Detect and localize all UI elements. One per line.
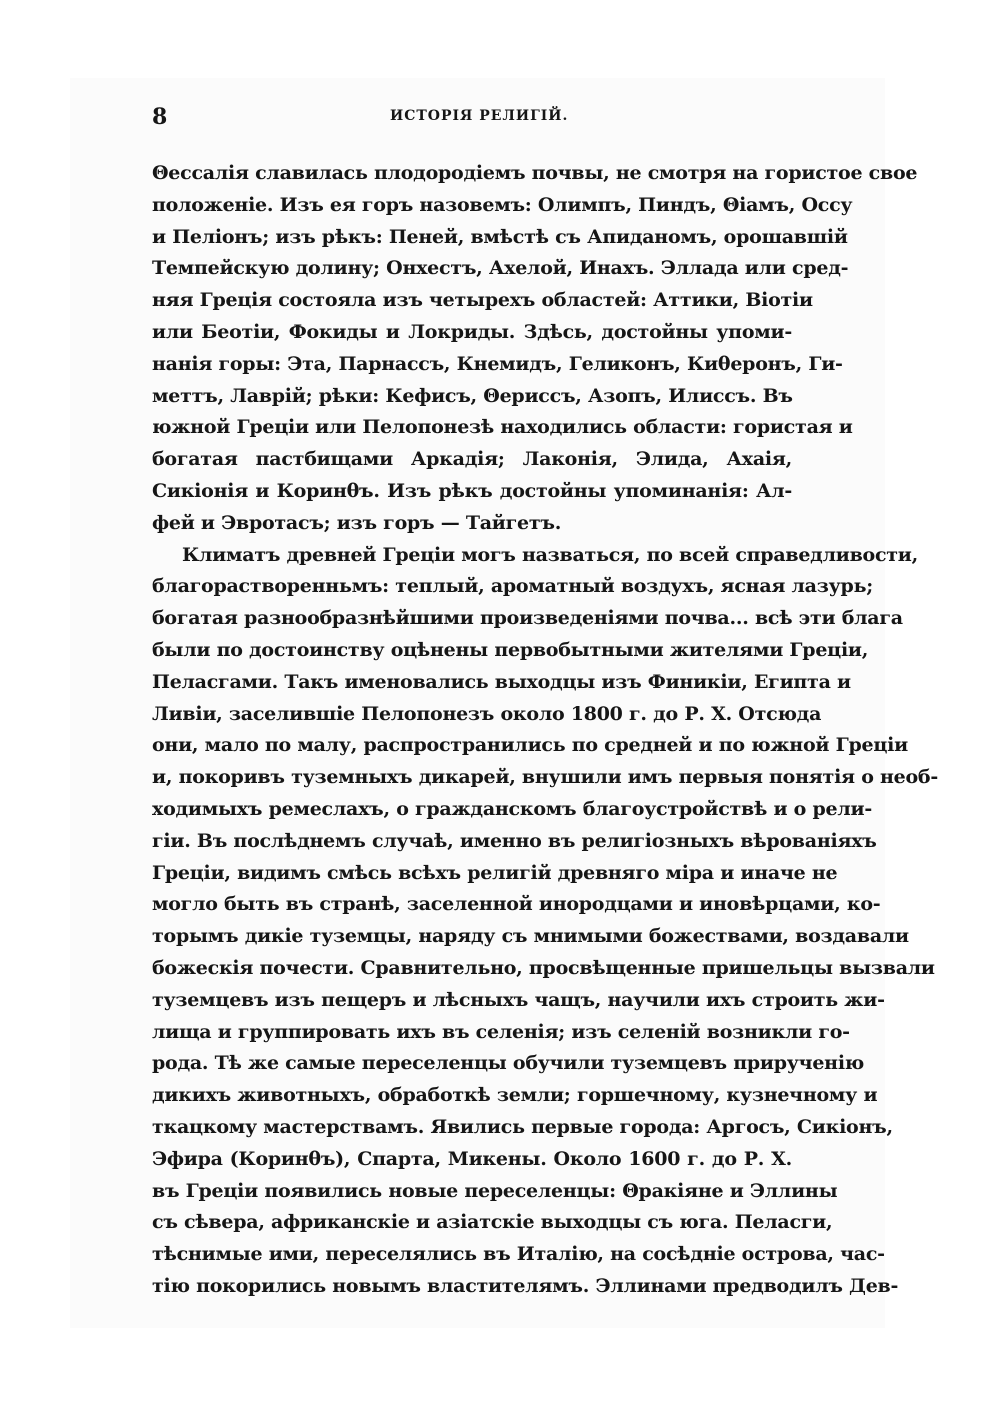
page-header (152, 104, 792, 144)
text-line: и Пеліонъ; изъ рѣкъ: Пеней, вмѣстѣ съ Апиданомъ, орошавшій (152, 225, 848, 248)
text-line: Греціи, видимъ смѣсь всѣхъ религій древняго міра и иначе не (152, 861, 838, 884)
text-line: тѣснимые ими, переселялись въ Италію, на сосѣдніе острова, час- (152, 1243, 885, 1266)
running-title: ИСТОРІЯ РЕЛИГІЙ. (390, 108, 569, 124)
text-line: рода. Тѣ же самые переселенцы обучили туземцевъ прирученію (152, 1052, 865, 1075)
text-line: ходимыхъ ремеслахъ, о гражданскомъ благоустройствѣ и о рели- (152, 797, 872, 820)
text-line: меттъ, Лаврій; рѣки: Кефисъ, Θериссъ, Азопъ, Илиссъ. Въ (152, 384, 793, 407)
text-line: богатая пастбищами Аркадія; Лаконія, Элида, Ахаія, (152, 448, 792, 471)
text-line: Эфира (Коринθъ), Спарта, Микены. Около 1600 г. до Р. Х. (152, 1147, 792, 1170)
text-line: лища и группировать ихъ въ селенія; изъ селеній возникли го- (152, 1020, 850, 1043)
text-line: божескія почести. Сравнительно, просвѣщенные пришельцы вызвали (152, 956, 935, 979)
text-line: нанія горы: Эта, Парнассъ, Кнемидъ, Геликонъ, Киθеронъ, Ги- (152, 352, 843, 375)
text-line: положеніе. Изъ ея горъ назовемъ: Олимпъ, Пиндъ, Θіамъ, Оссу (152, 193, 853, 216)
text-line: могло быть въ странѣ, заселенной инородцами и иновѣрцами, ко- (152, 893, 881, 916)
text-line: или Беотіи, Фокиды и Локриды. Здѣсь, достойны упоми- (152, 320, 792, 343)
text-line: были по достоинству оцѣнены первобытными жителями Греціи, (152, 638, 869, 661)
text-line: и, покоривъ туземныхъ дикарей, внушили имъ первыя понятія о необ- (152, 766, 938, 789)
text-line: Темпейскую долину; Онхестъ, Ахелой, Инахъ. Эллада или сред- (152, 257, 849, 280)
page-number: 8 (152, 104, 168, 130)
text-line: гіи. Въ послѣднемъ случаѣ, именно въ религіозныхъ вѣрованіяхъ (152, 829, 877, 852)
text-line: торымъ дикіе туземцы, наряду съ мнимыми божествами, воздавали (152, 925, 909, 948)
paragraph-1 (152, 158, 918, 540)
text-line: Θессалія славилась плодородіемъ почвы, не смотря на гористое свое (152, 162, 918, 184)
text-line: южной Греціи или Пелопонезѣ находились области: гористая и (152, 416, 853, 439)
text-line: тію покорились новымъ властителямъ. Эллинами предводилъ Дев- (152, 1274, 899, 1297)
paragraph-2 (152, 540, 938, 1303)
text-line: они, мало по малу, распространились по средней и по южной Греціи (152, 734, 908, 757)
text-line: туземцевъ изъ пещеръ и лѣсныхъ чащъ, научили ихъ строить жи- (152, 988, 885, 1011)
text-line: съ сѣвера, африканскіе и азіатскіе выходцы съ юга. Пеласги, (152, 1211, 833, 1234)
text-line: Сикіонія и Коринθъ. Изъ рѣкъ достойны упоминанія: Ал- (152, 479, 792, 502)
body-text (152, 158, 938, 1303)
text-line: въ Греціи появились новые переселенцы: Θракіяне и Эллины (152, 1179, 838, 1202)
text-line: Климатъ древней Греціи могъ назваться, по всей справедливости, (182, 543, 919, 566)
text-line: няя Греція состояла изъ четырехъ областей: Аттики, Віотіи (152, 289, 813, 312)
text-line: богатая разнообразнѣйшими произведеніями почва... всѣ эти блага (152, 607, 903, 630)
text-line: ткацкому мастерствамъ. Явились первые города: Аргосъ, Сикіонъ, (152, 1115, 893, 1138)
text-line: Ливіи, заселившіе Пелопонезъ около 1800 г. до Р. Х. Отсюда (152, 702, 822, 725)
text-line: благорастворенньмъ: теплый, ароматный воздухъ, ясная лазурь; (152, 575, 873, 598)
text-line: дикихъ животныхъ, обработкѣ земли; горшечному, кузнечному и (152, 1084, 878, 1107)
text-line: фей и Эвротасъ; изъ горъ — Тайгетъ. (152, 511, 562, 534)
text-line: Пеласгами. Такъ именовались выходцы изъ Финикіи, Египта и (152, 670, 851, 693)
